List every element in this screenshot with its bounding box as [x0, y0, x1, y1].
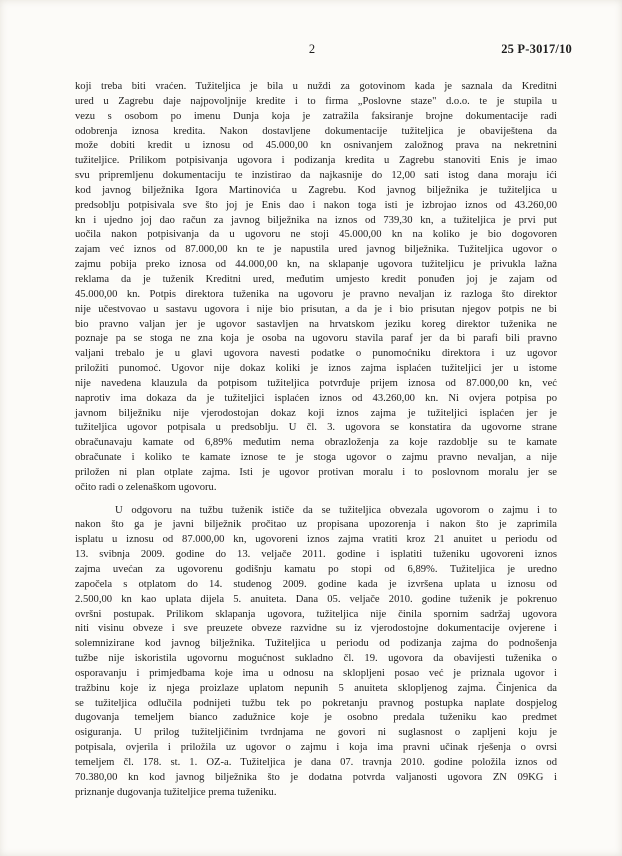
- text-line: obračunate i koliko te kamate iznose te je stoga ugovor o zajmu pravno nevaljan, a nije: [75, 452, 557, 464]
- text-line: valjani trebalo je u glavi ugovora navesti podatke o punomoćniku direktora i uz ugovor: [75, 348, 557, 360]
- text-line: zajmu pobija preko iznosa od 44.000,00 kn, na sklapanje ugovora tužiteljicu je privukla lažna: [75, 259, 557, 271]
- text-line: priložiti punomoć. Ugovor nije dokaz koliki je iznos zajma isplaćen tužiteljici jer u istome: [75, 363, 557, 375]
- text-line: kod javnog bilježnika Igora Martinovića u Zagrebu. Kod javnog bilježnika je tužiteljica u: [75, 184, 557, 196]
- text-line: solemnizirane kod javnog bilježnika. Tužiteljica u periodu od podizanja zajma do podnošenja: [75, 638, 557, 650]
- paragraph-claim: [75, 80, 557, 496]
- text-line: bio pravno valjan jer je ugovor sastavljen na hrvatskom jeziku koreg direktor tuženika ne: [75, 318, 557, 330]
- text-line: tražbinu koje iz njega proizlaze uplatom nepunih 5 anuiteta sklopljenog zajma. Činjenica da: [75, 682, 557, 694]
- text-line: osiguranja. U prilog tužiteljičinim tvrdnjama ne govori ni suglasnost o zapljeni koju je: [75, 727, 557, 739]
- text-line: 70.380,00 kn kod javnog bilježnika što je dodatna potvrda valjanosti ugovora ZN 09KG i: [75, 771, 557, 783]
- text-line: poznaje pa se stoga ne zna koja je osoba na ugovoru stavila paraf jer da bi parafi bili pravno: [75, 333, 557, 345]
- text-line: obračunavaju kamate od 6,89% međutim nema obrazloženja za koje razdoblje su te kamate: [75, 437, 557, 449]
- page-number: 2: [308, 42, 316, 56]
- text-line: 45.000,00 kn. Potpis direktora tuženika na ugovoru je pravno nevaljan iz razloga što direktor: [75, 288, 557, 300]
- text-line: nije navedena klauzula da potpisom tužiteljica potvrđuje prijem iznosa od 87.000,00 kn, već: [75, 377, 557, 389]
- text-line: 13. svibnja 2009. godine do 13. veljače 2011. godine i isplatiti tuženiku ugovoreni iznos: [75, 549, 557, 561]
- text-line: nakon što ga je javni bilježnik pročitao uz propisana upozorenja i nakon što je zaprimila: [75, 519, 557, 531]
- text-line: predsoblju potpisivala sve što joj je Enis dao i nakon toga isti je izbrojao iznos od 43.260,00: [75, 199, 557, 211]
- text-line: se tužiteljica odlučila podnijeti tužbu tek po pokretanju pravnog postupka naplate dospjelog: [75, 697, 557, 709]
- text-line: kn i ujedno joj dao račun za javnog bilježnika na iznos od 739,30 kn, a tužiteljica je prvi put: [75, 214, 557, 226]
- text-line: potpisala, ovjerila i priložila uz ugovor o zajmu i koja ima pravni učinak rješenja o ovrsi: [75, 742, 557, 754]
- document-body: [75, 80, 557, 801]
- text-line: uočila nakon potpisivanja da u ugovoru ne stoji 45.000,00 kn na koliko je bio dogovoren: [75, 229, 557, 241]
- text-line: tužiteljica ugovor potpisala u predsoblju. U čl. 3. ugovora se konstatira da ugovorne strane: [75, 422, 557, 434]
- text-line: reklama da je tuženik Kreditni ured, međutim umjesto kredit ponuđen joj je zajam od: [75, 273, 557, 285]
- paragraph-response: [75, 504, 557, 801]
- text-line: niti visinu obveze i sve preuzete obveze razvidne su iz vjerodostojne dokumentacije ovjerene i: [75, 623, 557, 635]
- text-line: vezu s osobom po imenu Dunja koja je zatražila faksiranje brojne dokumentacije radi: [75, 110, 557, 122]
- text-line: može dobiti kredit u iznosu od 45.000,00 kn osnivanjem založnog prava na nekretnini: [75, 140, 557, 152]
- text-line: 2.500,00 kn kao uplata dijela 5. anuiteta. Dana 05. veljače 2010. godine tuženik je pokrenuo: [75, 593, 557, 605]
- text-line: dugovanja temeljem bianco zadužnice koje je osobno predala tuženiku kao predmet: [75, 712, 557, 724]
- text-line: ovršni postupak. Prilikom sklapanja ugovora, tužiteljica nije činila spornim sadržaj ugovora: [75, 608, 557, 620]
- text-line: započela s otplatom do 14. studenog 2009. godine kada je izvršena uplata u iznosu od: [75, 578, 557, 590]
- text-line: svu pripremljenu dokumentaciju te inzistirao da najkasnije do 12,00 sati istog dana moraju ići: [75, 170, 557, 182]
- text-line: ured u Zagrebu daje najpovoljnije kredite i to firma „Poslovne staze" d.o.o. te je stupila u: [75, 95, 557, 107]
- text-line: javnom bilježniku nije vjerodostojan dokaz koji iznos zajma je tužiteljici isplaćen jer je: [75, 407, 557, 419]
- text-line: temeljem čl. 178. st. 1. OZ-a. Tužiteljica je dana 07. travnja 2010. godine položila iznos od: [75, 756, 557, 768]
- text-line: U odgovoru na tužbu tuženik ističe da se tužiteljica obvezala ugovorom o zajmu i to: [115, 504, 557, 516]
- text-line: osporavanju i primjedbama koje ima u odnosu na sklopljeni posao već je priznala ugovor i: [75, 667, 557, 679]
- text-line: priložen ni plan otplate zajma. Isti je ugovor protivan moralu i to poslovnom moralu jer se: [75, 466, 557, 478]
- text-line: naprotiv ima dokaza da je tužiteljici isplaćen iznos od 43.260,00 kn. Ni ovjera potpisa po: [75, 392, 557, 404]
- text-line: zajam već iznos od 87.000,00 kn te je napustila ured javnog bilježnika. Tužiteljica ugovor o: [75, 244, 557, 256]
- text-line: odobrenja iznosa kredita. Nakon dostavljene dokumentacije tužiteljica je obaviještena da: [75, 125, 557, 137]
- text-line: tužbe nije iskoristila ugovornu mogućnost sukladno čl. 19. ugovora da obavijesti tuženika o: [75, 653, 557, 665]
- text-line: nije učestvovao u sastavu ugovora i nije bio prisutan, a da je i bio prisutan njegov potpis ne bi: [75, 303, 557, 315]
- text-line: tužiteljice. Prilikom potpisivanja ugovora i podizanja kredita u Zagrebu stanoviti Enis je imao: [75, 155, 557, 167]
- text-line: priznanje dugovanja tužiteljice prema tuženiku.: [75, 786, 277, 798]
- text-line: zajma uvećan za ugovorenu godišnju kamatu po stopi od 6,89%. Tužiteljica je uredno: [75, 564, 557, 575]
- text-line: očito radi o zelenaškom ugovoru.: [75, 481, 217, 493]
- text-line: isplatu u iznosu od 87.000,00 kn, ugovoreni iznos zajma vratiti kroz 21 anuitet u periodu od: [75, 534, 557, 546]
- case-number: 25 P-3017/10: [501, 42, 572, 56]
- text-line: koji treba biti vraćen. Tužiteljica je bila u nuždi za gotovinom kada je saznala da Kreditni: [75, 81, 557, 92]
